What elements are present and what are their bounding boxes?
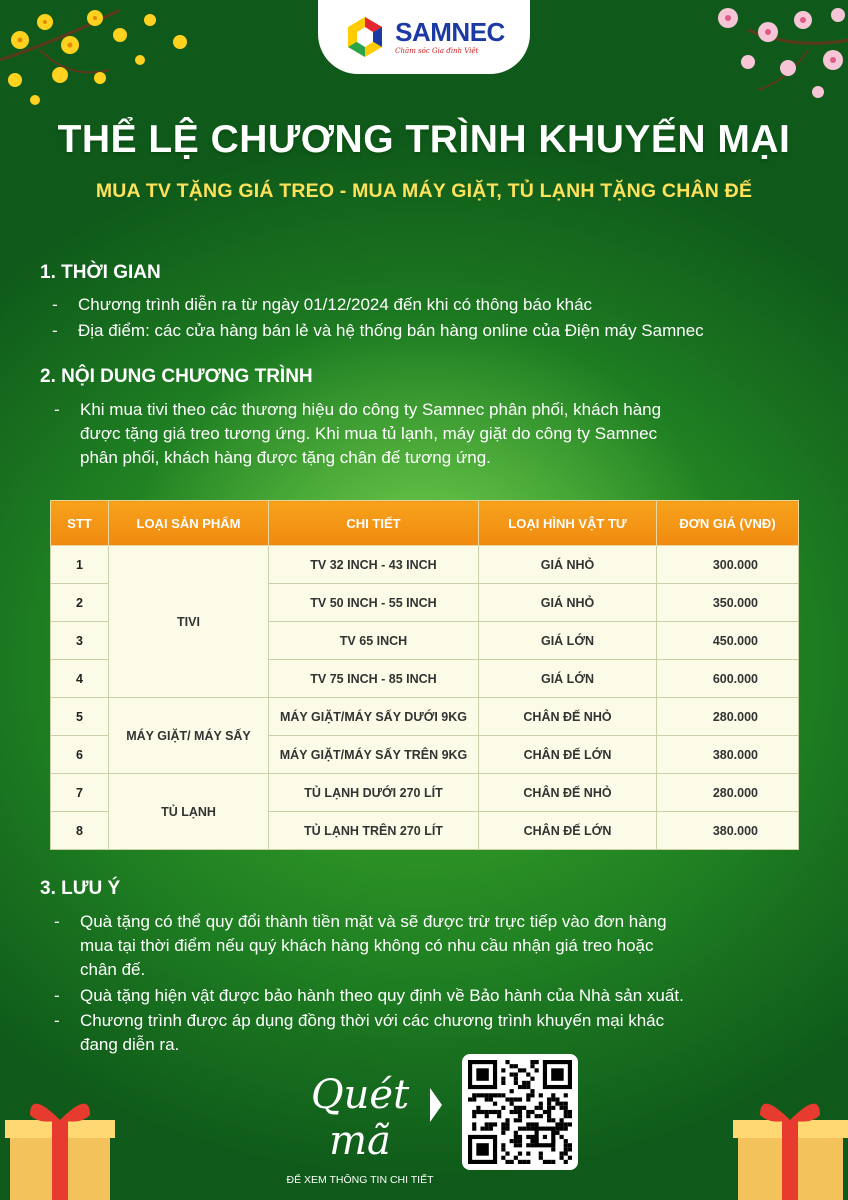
table-row: 4 TV 75 INCH - 85 INCH GIÁ LỚN 600.000 xyxy=(51,660,799,698)
header-detail: CHI TIẾT xyxy=(269,501,479,546)
group-fridge: TỦ LẠNH xyxy=(109,774,269,850)
group-washer: MÁY GIẶT/ MÁY SẤY xyxy=(109,698,269,774)
table-row: 6 MÁY GIẶT/MÁY SẤY TRÊN 9KG CHÂN ĐẾ LỚN 380.000 xyxy=(51,736,799,774)
table-header-row xyxy=(51,501,799,546)
scan-word: Quét mã xyxy=(310,1072,410,1164)
section-note-heading: 3. LƯU Ý xyxy=(40,878,121,899)
page-subtitle: MUA TV TẶNG GIÁ TREO - MUA MÁY GIẶT, TỦ LẠNH TẶNG CHÂN ĐẾ xyxy=(95,180,753,202)
table-row: 2 TV 50 INCH - 55 INCH GIÁ NHỎ 350.000 xyxy=(51,584,799,622)
logo xyxy=(318,0,530,74)
samnec-logo-icon xyxy=(343,15,387,59)
scan-label xyxy=(280,1072,440,1186)
header-type: LOẠI HÌNH VẬT TƯ xyxy=(479,501,657,546)
logo-slogan: Chăm sóc Gia đình Việt xyxy=(395,47,479,55)
table-row: 5 MÁY GIẶT/ MÁY SẤY MÁY GIẶT/MÁY SẤY DƯỚI 9KG CHÂN ĐẾ NHỎ 280.000 xyxy=(51,698,799,736)
list-item: - Chương trình được áp dụng đồng thời với các chương trình khuyến mại khác đang diễn ra. xyxy=(54,1011,665,1054)
table-row: 8 TỦ LẠNH TRÊN 270 LÍT CHÂN ĐẾ LỚN 380.000 xyxy=(51,812,799,850)
list-item: - Quà tặng có thể quy đổi thành tiền mặt và sẽ được trừ trực tiếp vào đơn hàng mua tại thời điểm nếu quý khách hàng không có nhu cầu nhận giá treo hoặc chân đế. xyxy=(54,912,667,979)
cherry-blossom-icon xyxy=(688,0,848,110)
list-item: - Khi mua tivi theo các thương hiệu do công ty Samnec phân phối, khách hàng được tặng giá treo tương ứng. Khi mua tủ lạnh, máy giặt do công ty Samnec phân phối, khách hàng được tặng chân đế tương ứng. xyxy=(54,400,662,467)
header-stt: STT xyxy=(51,501,109,546)
qr-code-icon xyxy=(468,1060,572,1164)
promo-table xyxy=(50,500,799,850)
table-row: 1 TIVI TV 32 INCH - 43 INCH GIÁ NHỎ 300.000 xyxy=(51,546,799,584)
section-time-heading: 1. THỜI GIAN xyxy=(40,262,161,283)
list-item: - Quà tặng hiện vật được bảo hành theo quy định về Bảo hành của Nhà sản xuất. xyxy=(54,986,684,1005)
gift-box-icon xyxy=(0,1090,130,1200)
list-item: - Địa điểm: các cửa hàng bán lẻ và hệ thống bán hàng online của Điện máy Samnec xyxy=(52,321,704,340)
arrow-right-icon xyxy=(428,1086,444,1124)
section-content-heading: 2. NỘI DUNG CHƯƠNG TRÌNH xyxy=(40,366,313,387)
apricot-blossom-icon xyxy=(0,0,200,120)
scan-subtext: ĐỂ XEM THÔNG TIN CHI TIẾT xyxy=(286,1174,434,1186)
header-price: ĐƠN GIÁ (VNĐ) xyxy=(657,501,799,546)
qr-code[interactable] xyxy=(462,1054,578,1170)
group-tivi: TIVI xyxy=(109,546,269,698)
table-row: 3 TV 65 INCH GIÁ LỚN 450.000 xyxy=(51,622,799,660)
list-item: - Chương trình diễn ra từ ngày 01/12/2024 đến khi có thông báo khác xyxy=(52,295,593,314)
table-row: 7 TỦ LẠNH TỦ LẠNH DƯỚI 270 LÍT CHÂN ĐẾ NHỎ 280.000 xyxy=(51,774,799,812)
gift-box-icon xyxy=(718,1086,848,1200)
logo-name: SAMNEC xyxy=(395,17,505,47)
header-product: LOẠI SẢN PHẨM xyxy=(109,501,269,546)
page-title: THỂ LỆ CHƯƠNG TRÌNH KHUYẾN MẠI xyxy=(57,118,791,161)
